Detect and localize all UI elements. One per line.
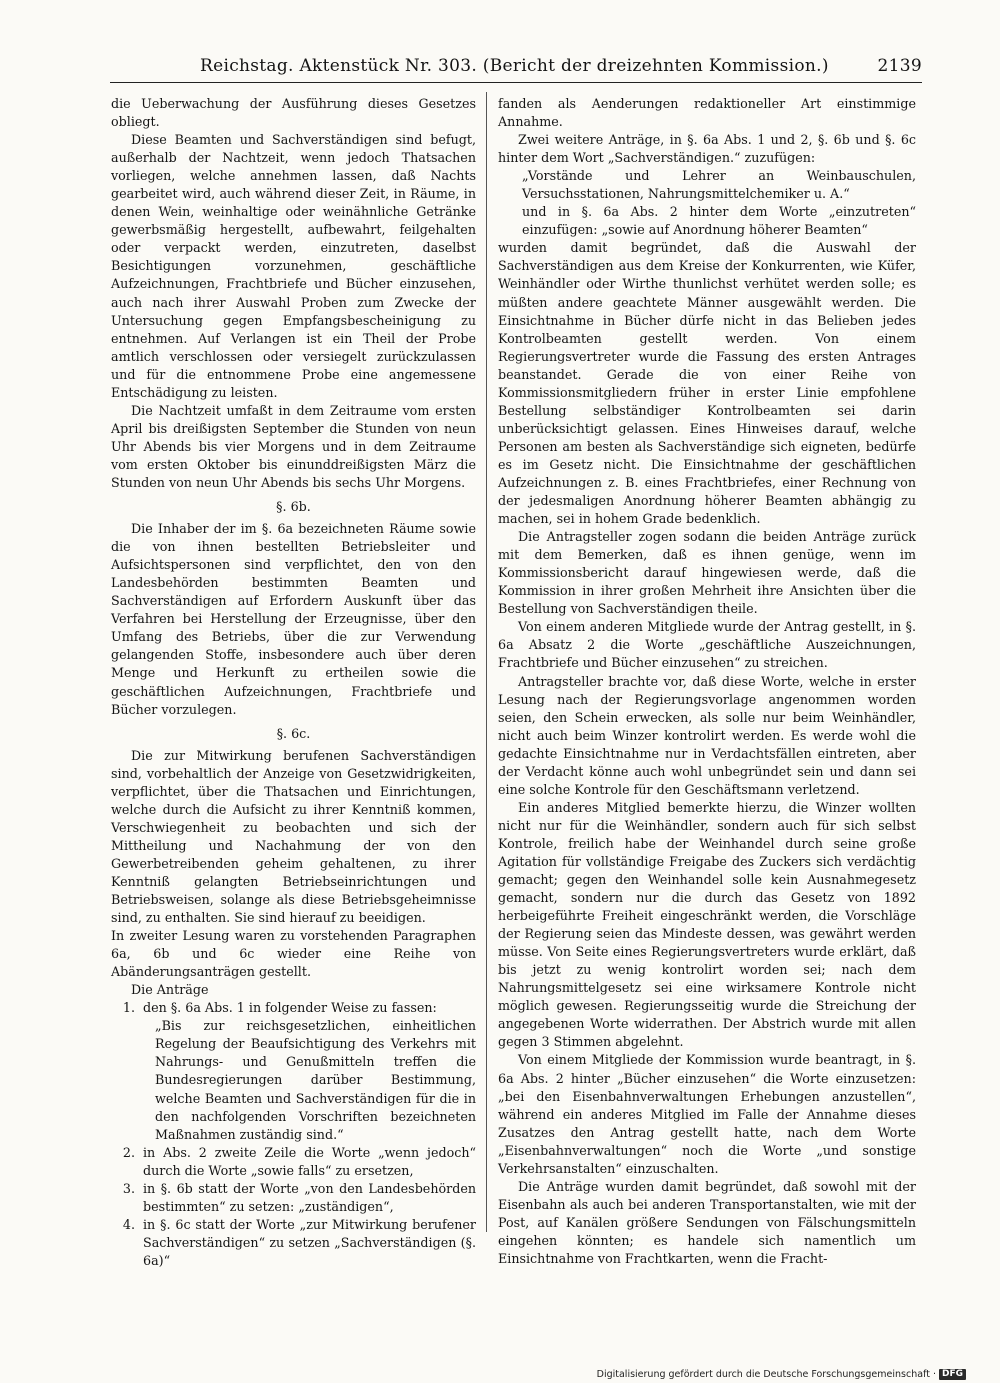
list-item xyxy=(111,1216,476,1270)
list-text: in Abs. 2 zweite Zeile die Worte „wenn jedoch“ durch die Worte „sowie falls“ zu ersetzen, xyxy=(143,1144,476,1178)
paragraph: Diese Beamten und Sachverständigen sind befugt, außerhalb der Nachtzeit, wenn jedoch Thatsachen vorliegen, welche annehmen lassen, daß Nachts gearbeitet wird, auch während dieser Zeit, in Räume, in denen Wein, weinhaltige oder weinähnliche Getränke gewerbsmäßig hergestellt, aufbewahrt, feilgehalten oder verpackt werden, einzutreten, daselbst Besichtigungen vorzunehmen, geschäftliche Aufzeichnungen, Frachtbriefe und Bücher einzusehen, auch nach ihrer Auswahl Proben zum Zwecke der Untersuchung gegen Empfangsbescheinigung zu entnehmen. Auf Verlangen ist ein Theil der Probe amtlich verschlossen oder versiegelt zurückzulassen und für die entnommene Probe eine angemessene Entschädigung zu leisten. xyxy=(111,132,476,400)
paragraph: In zweiter Lesung waren zu vorstehenden Paragraphen 6a, 6b und 6c wieder eine Reihe von Abänderungsanträgen gestellt. xyxy=(111,928,476,980)
header-rule xyxy=(110,82,922,83)
list-item xyxy=(111,1180,476,1216)
footer-text: Digitalisierung gefördert durch die Deutsche Forschungsgemeinschaft · xyxy=(596,1368,936,1380)
paragraph: wurden damit begründet, daß die Auswahl der Sachverständigen aus dem Kreise der Konkurrenten, wie Küfer, Weinhändler oder Wirthe thunlichst verhütet werden solle; es müßten andere geachtete Männer ausgewählt werden. Die Einsichtnahme in Bücher dürfe nicht in das Belieben jedes Kontrolbeamten gestellt werden. Von einem Regierungsvertreter wurde die Fassung des ersten Antrages beanstandet. Gerade die von einer Reihe von Kommissionsmitgliedern früher in erster Linie empfohlene Bestellung selbständiger Kontrolbeamten sei darin unberücksichtigt gelassen. Eines Hinweises darauf, welche Personen am besten als Sachverständige sich eigneten, bedürfe es im Gesetz nicht. Die Einsichtnahme der geschäftlichen Aufzeichnungen z. B. eines Frachtbriefes, einer Rechnung von der jedesmaligen Anordnung höherer Beamten abhängig zu machen, sei in hohem Grade bedenklich. xyxy=(498,240,916,527)
paragraph: Die Inhaber der im §. 6a bezeichneten Räume sowie die von ihnen bestellten Betriebsleiter und Aufsichtspersonen sind verpflichtet, den von den Landesbehörden bestimmten Beamten und Sachverständigen auf Erfordern Auskunft über das Verfahren bei Herstellung der Erzeugnisse, über den Umfang des Betriebs, über die zur Verwendung gelangenden Stoffe, insbesondere auch über deren Menge und Herkunft zu ertheilen sowie die geschäftlichen Aufzeichnungen, Frachtbriefe und Bücher vorzulegen. xyxy=(111,521,476,717)
list-item xyxy=(111,1144,476,1180)
right-column xyxy=(498,95,916,1268)
quoted-amendment: und in §. 6a Abs. 2 hinter dem Worte „einzutreten“ einzufügen: „sowie auf Anordnung höherer Beamten“ xyxy=(522,204,916,238)
paragraph: Antragsteller brachte vor, daß diese Worte, welche in erster Lesung nach der Regierungsvorlage angenommen worden seien, den Schein erwecken, als solle nur beim Weinhändler, nicht auch beim Winzer kontrolirt werden. Es werde wohl die gedachte Einsichtnahme nur in Verdachtsfällen eintreten, aber der Verdacht könne auch wohl unbegründet sein und dann sei eine solche Kontrole für den Geschäftsmann verletzend. xyxy=(498,673,916,797)
paragraph: Ein anderes Mitglied bemerkte hierzu, die Winzer wollten nicht nur für die Weinhändler, sondern auch für sich selbst Kontrole, freilich habe der Weinhandel durch seine große Agitation für vollständige Freigabe des Zuckers sich verdächtig gemacht; gegen den Weinhandel solle kein Ausnahmegesetz gemacht, sondern nur die durch das Gesetz von 1892 herbeigeführte Freiheit eingeschränkt werden, die Vorschläge der Regierung seien das Mindeste dessen, was gewährt werden müsse. Von Seite eines Regierungsvertreters wurde erklärt, daß bis jetzt zu wenig kontrolirt worden sei; nach dem Nahrungsmittelgesetz sei eine wirksamere Kontrole nicht möglich gewesen. Regierungsseitig wurde die Streichung der angegebenen Worte widerrathen. Der Abstrich wurde mit allen gegen 3 Stimmen abgelehnt. xyxy=(498,799,916,1050)
list-number: 4. xyxy=(122,1216,135,1232)
header-title: Reichstag. Aktenstück Nr. 303. (Bericht der dreizehnten Kommission.) xyxy=(200,56,829,76)
left-column xyxy=(111,95,476,1270)
paragraph: fanden als Aenderungen redaktioneller Art einstimmige Annahme. xyxy=(498,96,916,130)
quoted-amendment: „Vorstände und Lehrer an Weinbauschulen, Versuchsstationen, Nahrungsmittelchemiker u. A.“ xyxy=(522,168,916,202)
section-heading-6c: §. 6c. xyxy=(276,725,311,741)
list-number: 1. xyxy=(122,1000,135,1016)
list-quote: „Bis zur reichsgesetzlichen, einheitlichen Regelung der Beaufsichtigung des Verkehrs mit Nahrungs- und Genußmitteln treffen die Bundesregierungen darüber Bestimmung, welche Beamten und Sachverständigen für die in den nachfolgenden Vorschriften bezeichneten Maßnahmen zuständig sind.“ xyxy=(155,1018,476,1142)
paragraph: die Ueberwachung der Ausführung dieses Gesetzes obliegt. xyxy=(111,96,476,130)
column-divider xyxy=(486,92,487,1232)
section-heading-6b: §. 6b. xyxy=(276,499,311,515)
paragraph: Die Anträge xyxy=(131,982,209,998)
running-header xyxy=(110,56,922,78)
list-text: in §. 6b statt der Worte „von den Landesbehörden bestimmten“ zu setzen: „zuständigen“, xyxy=(143,1180,476,1214)
digitization-credit xyxy=(597,1368,966,1380)
page-number: 2139 xyxy=(877,56,922,76)
paragraph: Die zur Mitwirkung berufenen Sachverständigen sind, vorbehaltlich der Anzeige von Gesetzwidrigkeiten, verpflichtet, über die Thatsachen und Einrichtungen, welche durch die Aufsicht zu ihrer Kenntniß kommen, Verschwiegenheit zu beobachten und sich der Mittheilung und Nachahmung der von den Gewerbetreibenden geheim gehaltenen, zu ihrer Kenntniß gelangten Betriebseinrichtungen und Betriebsweisen, solange als diese Betriebsgeheimnisse sind, zu enthalten. Sie sind hierauf zu beeidigen. xyxy=(111,747,476,926)
paragraph: Von einem anderen Mitgliede wurde der Antrag gestellt, in §. 6a Absatz 2 die Worte „geschäftliche Auszeichnungen, Frachtbriefe und Bücher einzusehen“ zu streichen. xyxy=(498,619,916,671)
dfg-logo: DFG xyxy=(939,1369,966,1380)
list-text: in §. 6c statt der Worte „zur Mitwirkung berufener Sachverständigen“ zu setzen „Sachverständigen (§. 6a)“ xyxy=(143,1216,476,1268)
list-text: den §. 6a Abs. 1 in folgender Weise zu fassen: xyxy=(143,1000,437,1016)
list-number: 2. xyxy=(122,1144,135,1160)
paragraph: Die Nachtzeit umfaßt in dem Zeitraume vom ersten April bis dreißigsten September die Stunden von neun Uhr Abends bis vier Morgens und in dem Zeitraume vom ersten Oktober bis einunddreißigsten März die Stunden von neun Uhr Abends bis sechs Uhr Morgens. xyxy=(111,402,476,490)
list-item xyxy=(111,999,476,1143)
paragraph: Die Antragsteller zogen sodann die beiden Anträge zurück mit dem Bemerken, daß es ihnen genüge, wenn im Kommissionsbericht darauf hingewiesen werde, daß die Kommission in ihrer großen Mehrheit ihre Ansichten über die Bestellung von Sachverständigen theile. xyxy=(498,529,916,617)
paragraph: Die Anträge wurden damit begründet, daß sowohl mit der Eisenbahn als auch bei anderen Transportanstalten, wie mit der Post, auf Kanälen größere Sendungen von Fälschungsmitteln eingehen könnten; es handele sich namentlich um Einsichtnahme von Frachtkarten, wenn die Fracht- xyxy=(498,1178,916,1266)
paragraph: Zwei weitere Anträge, in §. 6a Abs. 1 und 2, §. 6b und §. 6c hinter dem Wort „Sachverständigen.“ zuzufügen: xyxy=(498,132,916,166)
list-number: 3. xyxy=(122,1180,135,1196)
paragraph: Von einem Mitgliede der Kommission wurde beantragt, in §. 6a Abs. 2 hinter „Bücher einzusehen“ die Worte einzusetzen: „bei den Eisenbahnverwaltungen Erhebungen anzustellen“, während ein anderes Mitglied im Falle der Annahme dieses Zusatzes den Antrag gestellt hatte, nach dem Worte „Eisenbahnverwaltungen“ noch die Worte „und sonstige Verkehrsanstalten“ einzuschalten. xyxy=(498,1052,916,1176)
